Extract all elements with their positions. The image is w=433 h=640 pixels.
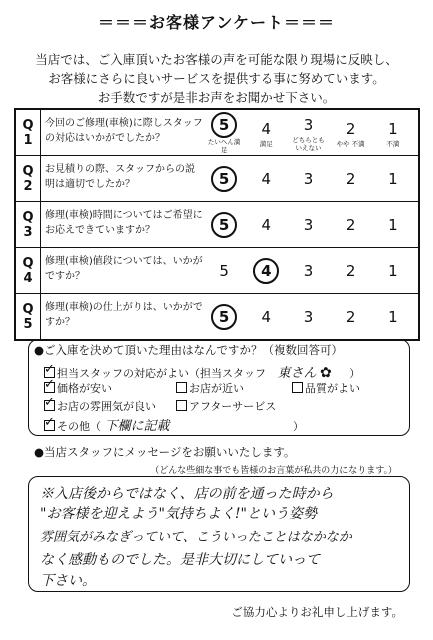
rating-option-3[interactable]: 3 — [303, 261, 314, 280]
rating-option-2[interactable]: 2 — [345, 261, 356, 280]
checkbox-icon — [176, 400, 187, 411]
rating-option-4[interactable]: 4 — [261, 307, 272, 326]
reason-quality-checkbox[interactable]: 品質がよい — [292, 380, 360, 396]
reasons-question: ●ご入庫を決めて頂いた理由はなんですか？（複数回答可） — [34, 343, 344, 357]
rating-option-5[interactable]: 5 たいへん満足 — [205, 112, 243, 154]
question-label: Q 2 — [16, 156, 41, 201]
intro-line: お手数ですが是非お声をお聞かせ下さい。 — [97, 90, 336, 105]
intro-text — [0, 50, 433, 107]
question-label: Q 1 — [16, 110, 41, 155]
reason-near-checkbox[interactable]: お店が近い — [176, 380, 244, 396]
checkbox-icon — [44, 400, 55, 411]
rating-option-1[interactable]: 1 — [388, 169, 398, 188]
other-text: 下欄に記載 — [104, 419, 170, 434]
intro-line: 当店では、ご入庫頂いたお客様の声を可能な限り現場に反映し、 — [35, 52, 398, 67]
thanks-text: ご協力心よりお礼申し上げます。 — [231, 605, 403, 619]
checkbox-icon — [176, 382, 187, 393]
question-row-1 — [16, 110, 418, 156]
question-row-2 — [16, 156, 418, 202]
question-row-3 — [16, 202, 418, 248]
rating-option-5[interactable]: 5 — [205, 212, 243, 238]
staff-name: 東さん — [277, 366, 317, 381]
question-table — [14, 108, 420, 341]
message-note: （どんな些細な事でも皆様のお言葉が私共の力になります。） — [150, 466, 397, 476]
rating-option-3[interactable]: 3 — [303, 215, 314, 234]
rating-option-4[interactable]: 4 — [261, 215, 272, 234]
rating-option-3[interactable]: 3 どちらとも いえない — [292, 115, 325, 152]
question-text: 修理(車検)の仕上がりは、いかがですか？ — [45, 302, 203, 328]
message-line: "お客様を迎えよう"気持ちよく!"という姿勢 — [40, 506, 317, 522]
reason-other-checkbox[interactable]: ✓その他（ 下欄に記載 ） — [44, 415, 304, 434]
intro-line: お客様にさらに良いサービスを提供する事に努めています。 — [48, 71, 385, 86]
rating-option-5[interactable]: 5 — [205, 166, 243, 192]
question-label: Q 3 — [16, 202, 41, 247]
checkbox-icon — [292, 382, 303, 393]
rating-option-4[interactable]: 4 — [261, 169, 272, 188]
message-question: ●当店スタッフにメッセージをお願いいたします。 — [34, 445, 296, 459]
question-text: お見積りの際、スタッフからの説明は適切でしたか？ — [45, 164, 195, 190]
question-text: 修理(車検)時間についてはご希望にお応えできていますか？ — [45, 210, 203, 236]
question-row-5 — [16, 294, 418, 339]
checkbox-icon — [44, 382, 55, 393]
flower-icon: ✿ — [320, 365, 332, 381]
survey-title: ＝＝＝お客様アンケート＝＝＝ — [97, 13, 336, 32]
rating-option-2[interactable]: 2 — [345, 169, 356, 188]
reason-staff-checkbox[interactable]: ✓担当スタッフの対応がよい（担当スタッフ 東さん ✿ ） — [44, 362, 360, 381]
rating-option-5[interactable]: 5 — [219, 261, 229, 280]
question-label: Q 4 — [16, 248, 41, 293]
rating-option-1[interactable]: 1 — [388, 215, 398, 234]
rating-option-1[interactable]: 1 不満 — [386, 119, 400, 148]
question-row-4 — [16, 248, 418, 294]
question-text: 今回のご修理(車検)に際しスタッフの対応はいかがでしたか？ — [45, 118, 203, 144]
rating-option-1[interactable]: 1 — [388, 261, 398, 280]
rating-option-2[interactable]: 2 — [345, 215, 356, 234]
question-text: 修理(車検)値段については、いかがですか？ — [45, 256, 203, 282]
reason-aftercare-checkbox[interactable]: アフターサービス — [176, 398, 276, 414]
rating-option-5[interactable]: 5 — [205, 304, 243, 330]
rating-scale — [203, 156, 418, 201]
rating-option-2[interactable]: 2 やや 不満 — [336, 119, 365, 148]
message-line: 雰囲気がみなぎっていて、こういったことはなかなか — [40, 530, 352, 545]
rating-scale — [203, 110, 418, 155]
rating-option-1[interactable]: 1 — [388, 307, 398, 326]
question-label: Q 5 — [16, 294, 41, 339]
reason-price-checkbox[interactable]: ✓価格が安い — [44, 380, 112, 396]
rating-option-4[interactable]: 4 満足 — [259, 119, 273, 148]
message-line: ※入店後からではなく、店の前を通った時から — [40, 486, 334, 502]
rating-scale — [203, 202, 418, 247]
rating-option-3[interactable]: 3 — [303, 169, 314, 188]
message-line: 下さい。 — [40, 573, 96, 589]
rating-option-2[interactable]: 2 — [345, 307, 356, 326]
reason-atmosphere-checkbox[interactable]: ✓お店の雰囲気が良い — [44, 398, 156, 414]
rating-option-4[interactable]: 4 — [247, 258, 285, 284]
rating-option-3[interactable]: 3 — [303, 307, 314, 326]
checkbox-icon — [44, 420, 55, 431]
rating-scale — [203, 294, 418, 339]
message-line: なく感動ものでした。是非大切にしていって — [40, 552, 320, 568]
rating-scale — [203, 248, 418, 293]
